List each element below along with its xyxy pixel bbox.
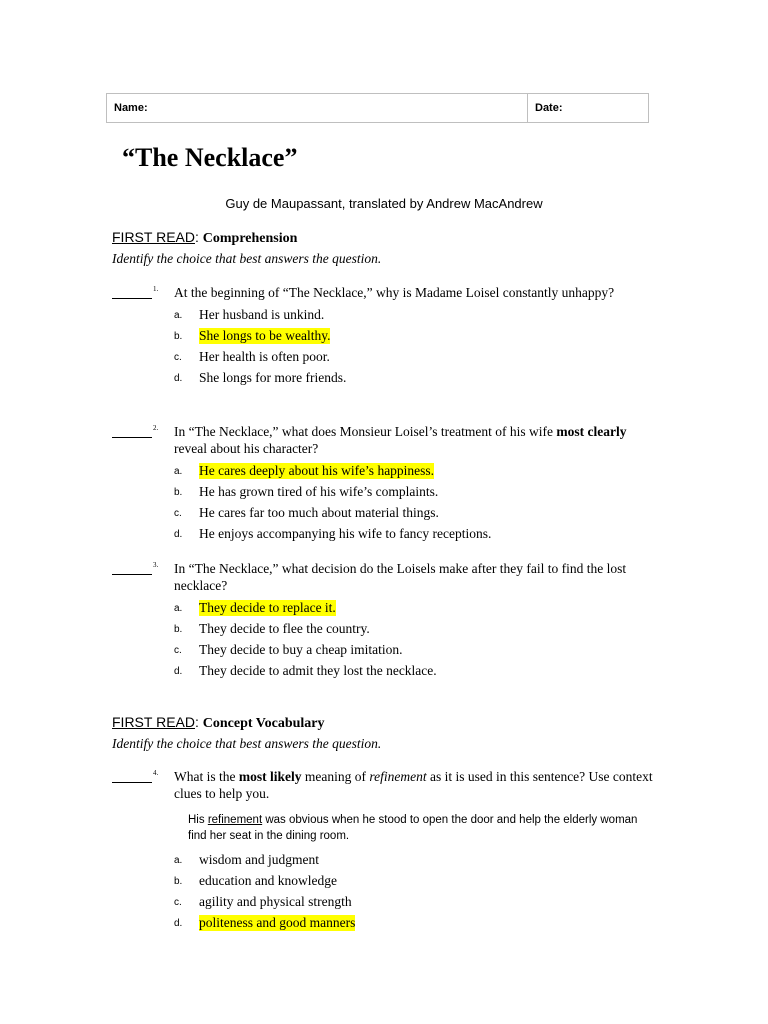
choice-item[interactable]	[174, 642, 657, 663]
choice-list	[174, 600, 657, 684]
question-number: 4.	[153, 769, 159, 777]
example-sentence: His refinement was obvious when he stood to open the door and help the elderly woman find her seat in the dining room.	[188, 814, 638, 842]
section-topic: Concept Vocabulary	[202, 716, 325, 731]
choice-item[interactable]	[174, 484, 657, 505]
choice-letter: c.	[174, 508, 182, 519]
choice-text: wisdom and judgment	[199, 852, 319, 867]
answer-blank[interactable]	[112, 284, 152, 299]
choice-item[interactable]	[174, 600, 657, 621]
choice-list	[174, 463, 657, 547]
choice-letter: b.	[174, 331, 183, 342]
choice-text: education and knowledge	[199, 873, 337, 888]
choice-text: agility and physical strength	[199, 894, 352, 909]
choice-text-highlighted: He cares deeply about his wife’s happiness.	[199, 463, 435, 478]
question-text: What is the most likely meaning of refinement as it is used in this sentence? Use context clues to help you.	[174, 769, 653, 801]
choice-text-highlighted: They decide to replace it.	[199, 600, 336, 615]
vocab-word: refinement	[207, 814, 263, 826]
question-text: In “The Necklace,” what decision do the Loisels make after they fail to find the lost necklace?	[174, 561, 627, 593]
choice-text-highlighted: politeness and good manners	[199, 915, 356, 930]
choice-item[interactable]	[174, 370, 657, 391]
choice-text: He cares far too much about material things.	[199, 505, 439, 520]
choice-text: He has grown tired of his wife’s complaints.	[199, 484, 439, 499]
choice-letter: a.	[174, 855, 183, 866]
question-text: At the beginning of “The Necklace,” why is Madame Loisel constantly unhappy?	[174, 285, 615, 300]
choice-text: They decide to buy a cheap imitation.	[199, 642, 403, 657]
choice-list	[174, 852, 657, 936]
choice-letter: b.	[174, 876, 183, 887]
choice-text-highlighted: She longs to be wealthy.	[199, 328, 331, 343]
choice-item[interactable]	[174, 526, 657, 547]
page-title: “The Necklace”	[122, 143, 298, 172]
choice-item[interactable]	[174, 621, 657, 642]
name-field[interactable]	[107, 94, 528, 122]
section-heading-vocabulary: FIRST READ: Concept Vocabulary	[112, 714, 325, 731]
choice-item[interactable]	[174, 349, 657, 370]
choice-text: Her health is often poor.	[199, 349, 330, 364]
section-instructions: Identify the choice that best answers the question.	[112, 251, 382, 266]
choice-letter: c.	[174, 897, 182, 908]
choice-letter: a.	[174, 310, 183, 321]
question-3	[112, 560, 657, 684]
section-read-label: FIRST READ	[112, 714, 195, 730]
answer-blank[interactable]	[112, 560, 152, 575]
section-instructions: Identify the choice that best answers the question.	[112, 736, 382, 751]
choice-item[interactable]	[174, 663, 657, 684]
choice-text: Her husband is unkind.	[199, 307, 325, 322]
question-4	[112, 768, 657, 936]
choice-item[interactable]	[174, 852, 657, 873]
choice-text: He enjoys accompanying his wife to fancy receptions.	[199, 526, 492, 541]
question-number: 2.	[153, 424, 159, 432]
date-label: Date:	[535, 102, 563, 114]
choice-letter: d.	[174, 529, 183, 540]
choice-item[interactable]	[174, 307, 657, 328]
section-read-label: FIRST READ	[112, 229, 195, 245]
choice-letter: c.	[174, 352, 182, 363]
choice-item[interactable]	[174, 873, 657, 894]
name-label: Name:	[114, 102, 148, 114]
choice-letter: b.	[174, 487, 183, 498]
choice-item[interactable]	[174, 505, 657, 526]
choice-item[interactable]	[174, 463, 657, 484]
choice-list	[174, 307, 657, 391]
choice-text: They decide to admit they lost the necklace.	[199, 663, 437, 678]
choice-letter: d.	[174, 918, 183, 929]
question-number: 3.	[153, 561, 159, 569]
author-subtitle: Guy de Maupassant, translated by Andrew MacAndrew	[225, 196, 543, 211]
choice-letter: d.	[174, 666, 183, 677]
question-number: 1.	[153, 285, 159, 293]
choice-item[interactable]	[174, 894, 657, 915]
choice-letter: a.	[174, 466, 183, 477]
choice-text: They decide to flee the country.	[199, 621, 370, 636]
choice-item[interactable]	[174, 915, 657, 936]
date-field[interactable]	[528, 94, 648, 122]
choice-letter: d.	[174, 373, 183, 384]
question-2	[112, 423, 657, 547]
answer-blank[interactable]	[112, 768, 152, 783]
choice-letter: c.	[174, 645, 182, 656]
choice-letter: a.	[174, 603, 183, 614]
choice-letter: b.	[174, 624, 183, 635]
question-text: In “The Necklace,” what does Monsieur Loisel’s treatment of his wife most clearly reveal about his character?	[174, 424, 627, 456]
question-1	[112, 284, 657, 391]
section-heading-comprehension: FIRST READ: Comprehension	[112, 229, 298, 246]
name-date-box	[106, 93, 649, 123]
choice-text: She longs for more friends.	[199, 370, 347, 385]
answer-blank[interactable]	[112, 423, 152, 438]
section-topic: Comprehension	[202, 231, 298, 246]
choice-item[interactable]	[174, 328, 657, 349]
